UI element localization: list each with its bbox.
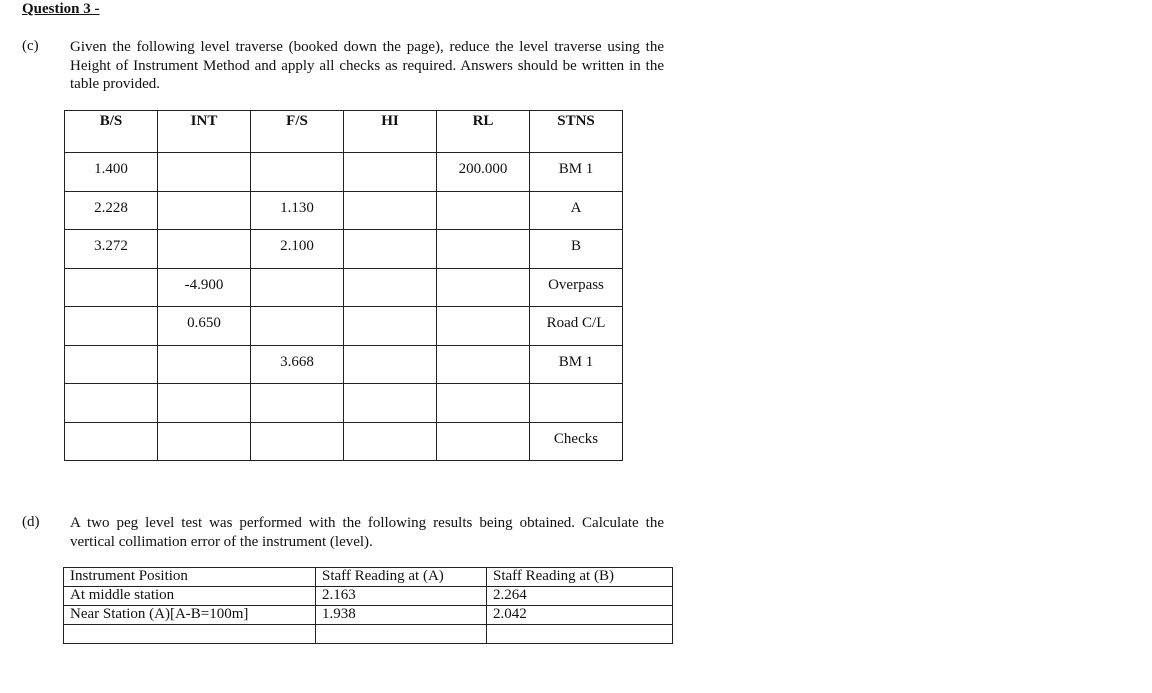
- cell-hi: [344, 230, 437, 269]
- cell-fs: [251, 268, 344, 307]
- cell-bs: [65, 268, 158, 307]
- header-hi: HI: [344, 111, 437, 153]
- cell-rl: [437, 345, 530, 384]
- cell-fs: 3.668: [251, 345, 344, 384]
- header-int: INT: [158, 111, 251, 153]
- peg-header-row: [64, 568, 673, 587]
- two-peg-test-table: [63, 567, 673, 644]
- cell-hi: [344, 384, 437, 423]
- cell-fs: [251, 153, 344, 192]
- cell-hi: [344, 153, 437, 192]
- traverse-row: [65, 384, 623, 423]
- cell-rl: [437, 268, 530, 307]
- peg-cell-position: [64, 625, 316, 644]
- traverse-row: [65, 153, 623, 192]
- part-c-label: (c): [22, 38, 39, 54]
- cell-rl: 200.000: [437, 153, 530, 192]
- traverse-row: [65, 345, 623, 384]
- cell-fs: [251, 307, 344, 346]
- peg-cell-staff-b: 2.264: [487, 587, 673, 606]
- cell-bs: [65, 345, 158, 384]
- peg-cell-position: Near Station (A)[A-B=100m]: [64, 606, 316, 625]
- traverse-row: [65, 268, 623, 307]
- cell-hi: [344, 191, 437, 230]
- part-d-instructions: A two peg level test was performed with the following results being obtained. Calculate the vertical collimation error of the instrument (level).: [70, 515, 664, 550]
- cell-stns: BM 1: [530, 345, 623, 384]
- peg-header-staff-b: Staff Reading at (B): [487, 568, 673, 587]
- traverse-row: [65, 307, 623, 346]
- cell-fs: 1.130: [251, 191, 344, 230]
- cell-rl: [437, 307, 530, 346]
- question-title: Question 3 -: [22, 1, 100, 17]
- cell-int: [158, 191, 251, 230]
- cell-hi: [344, 422, 437, 461]
- cell-hi: [344, 268, 437, 307]
- header-stns: STNS: [530, 111, 623, 153]
- cell-bs: [65, 307, 158, 346]
- cell-stns: B: [530, 230, 623, 269]
- cell-int: [158, 345, 251, 384]
- cell-stns: BM 1: [530, 153, 623, 192]
- cell-bs: 1.400: [65, 153, 158, 192]
- header-bs: B/S: [65, 111, 158, 153]
- cell-stns: [530, 384, 623, 423]
- cell-int: -4.900: [158, 268, 251, 307]
- cell-int: [158, 153, 251, 192]
- header-fs: F/S: [251, 111, 344, 153]
- cell-int: 0.650: [158, 307, 251, 346]
- peg-row: [64, 625, 673, 644]
- cell-rl: [437, 230, 530, 269]
- cell-bs: 3.272: [65, 230, 158, 269]
- cell-bs: [65, 422, 158, 461]
- peg-header-staff-a: Staff Reading at (A): [316, 568, 487, 587]
- cell-rl: [437, 422, 530, 461]
- peg-cell-staff-b: 2.042: [487, 606, 673, 625]
- cell-fs: [251, 384, 344, 423]
- cell-fs: [251, 422, 344, 461]
- cell-hi: [344, 307, 437, 346]
- traverse-row: [65, 230, 623, 269]
- traverse-header-row: [65, 111, 623, 153]
- header-rl: RL: [437, 111, 530, 153]
- traverse-checks-row: [65, 422, 623, 461]
- cell-rl: [437, 191, 530, 230]
- cell-stns: Checks: [530, 422, 623, 461]
- part-c-instructions: Given the following level traverse (booked down the page), reduce the level traverse using the Height of Instrument Method and apply all checks as required. Answers should be written in the table provided.: [70, 39, 664, 92]
- cell-stns: Road C/L: [530, 307, 623, 346]
- peg-cell-position: At middle station: [64, 587, 316, 606]
- peg-cell-staff-a: 2.163: [316, 587, 487, 606]
- cell-fs: 2.100: [251, 230, 344, 269]
- cell-int: [158, 422, 251, 461]
- cell-rl: [437, 384, 530, 423]
- part-d-label: (d): [22, 514, 40, 530]
- peg-header-position: Instrument Position: [64, 568, 316, 587]
- cell-int: [158, 384, 251, 423]
- cell-stns: Overpass: [530, 268, 623, 307]
- cell-bs: [65, 384, 158, 423]
- cell-int: [158, 230, 251, 269]
- cell-stns: A: [530, 191, 623, 230]
- cell-bs: 2.228: [65, 191, 158, 230]
- cell-hi: [344, 345, 437, 384]
- traverse-row: [65, 191, 623, 230]
- peg-row: [64, 587, 673, 606]
- peg-cell-staff-a: 1.938: [316, 606, 487, 625]
- peg-cell-staff-a: [316, 625, 487, 644]
- peg-cell-staff-b: [487, 625, 673, 644]
- peg-row: [64, 606, 673, 625]
- level-traverse-table: [64, 110, 623, 461]
